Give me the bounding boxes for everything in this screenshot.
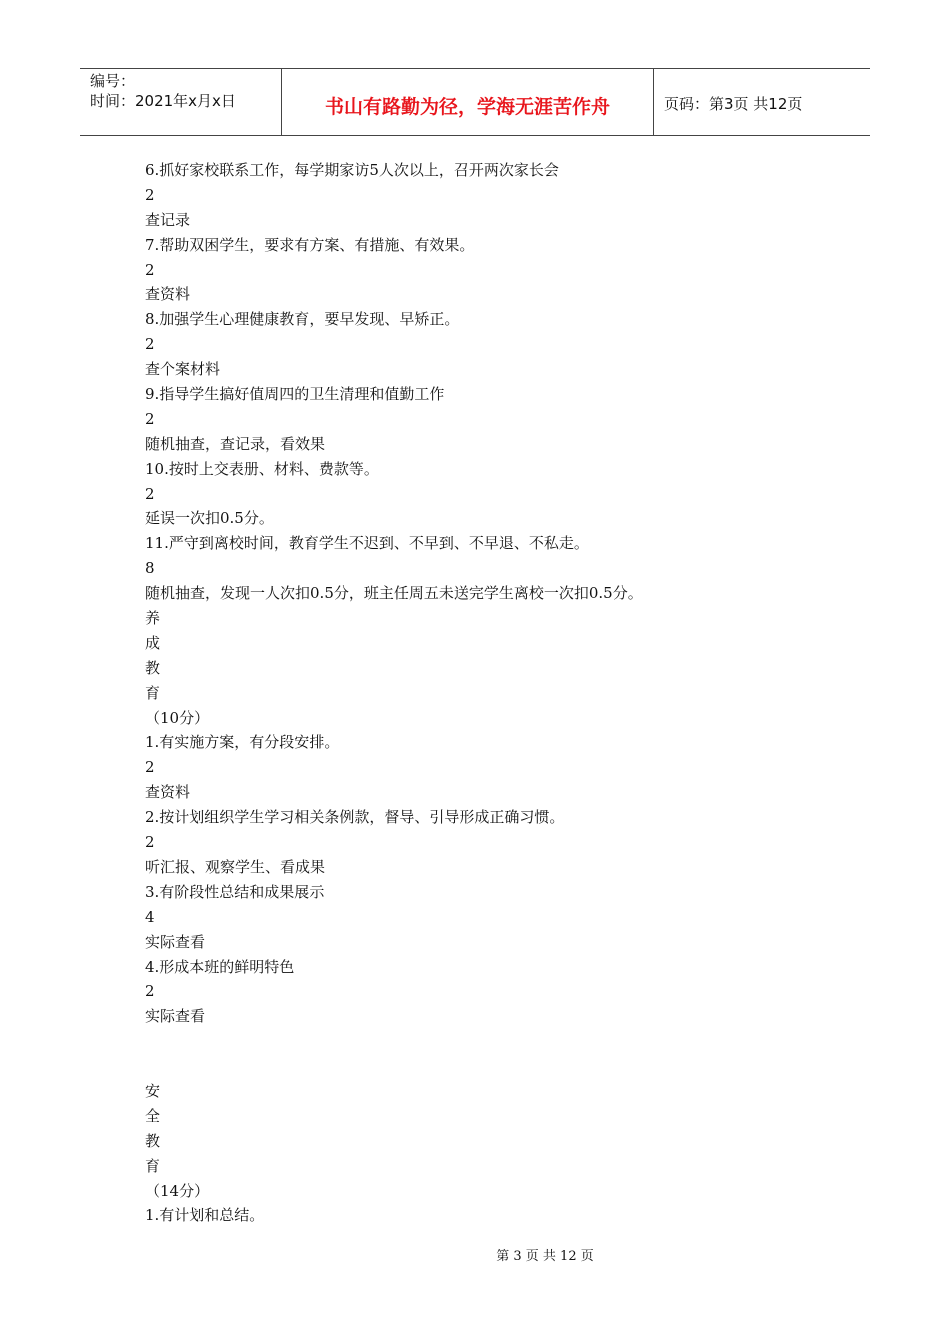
page-header [80,68,870,136]
body-line: 教 [145,1131,161,1150]
body-line: 安 [145,1081,161,1100]
body-line: 2 [145,484,155,503]
body-line: 4.形成本班的鲜明特色 [145,957,295,976]
document-body [145,158,865,1228]
body-line: 8.加强学生心理健康教育，要早发现、早矫正。 [145,310,460,329]
header-page-info: 页码：第3页 共12页 [664,94,803,113]
body-line: 实际查看 [145,932,206,951]
body-line [145,1054,865,1079]
body-line: 11.严守到离校时间，教育学生不迟到、不早到、不早退、不私走。 [145,534,589,553]
header-motto: 书山有路勤为径，学海无涯苦作舟 [282,69,654,135]
body-line: 2 [145,833,155,852]
body-line: 查资料 [145,285,191,304]
body-line: 随机抽查，查记录，看效果 [145,434,326,453]
body-line: 2 [145,185,155,204]
body-line: 育 [145,683,161,702]
body-line [145,1029,865,1054]
body-line: 1.有实施方案，有分段安排。 [145,733,340,752]
body-line: 6.抓好家校联系工作，每学期家访5人次以上，召开两次家长会 [145,161,559,179]
body-line: 教 [145,658,161,677]
body-line: 2 [145,260,155,279]
body-line: 4 [145,907,155,926]
body-line: （14分） [145,1181,210,1200]
body-line: 查个案材料 [145,360,221,379]
body-line: （10分） [145,708,210,727]
body-line: 2 [145,982,155,1001]
body-line: 延误一次扣0.5分。 [145,509,274,528]
body-line: 8 [145,559,155,578]
body-line: 2 [145,335,155,354]
body-line: 全 [145,1106,161,1125]
body-line: 2 [145,758,155,777]
document-date: 时间：2021年x月x日 [90,92,236,110]
body-line: 1.有计划和总结。 [145,1206,265,1225]
page-footer: 第 3 页 共 12 页 [496,1249,594,1264]
body-line: 养 [145,609,161,628]
body-line: 3.有阶段性总结和成果展示 [145,882,325,901]
body-line: 7.帮助双困学生，要求有方案、有措施、有效果。 [145,235,475,254]
body-line: 实际查看 [145,1007,206,1026]
header-meta [80,69,282,135]
body-line: 查记录 [145,210,191,229]
document-number-label: 编号： [90,72,136,90]
body-line: 9.指导学生搞好值周四的卫生清理和值勤工作 [145,385,445,404]
body-line: 随机抽查，发现一人次扣0.5分，班主任周五未送完学生离校一次扣0.5分。 [145,584,643,603]
body-line: 育 [145,1156,161,1175]
body-line: 10.按时上交表册、材料、费款等。 [145,459,379,478]
body-line: 2 [145,409,155,428]
body-line: 成 [145,633,161,652]
body-line: 听汇报、观察学生、看成果 [145,857,326,876]
body-line: 查资料 [145,783,191,802]
body-line: 2.按计划组织学生学习相关条例款，督导、引导形成正确习惯。 [145,808,565,827]
